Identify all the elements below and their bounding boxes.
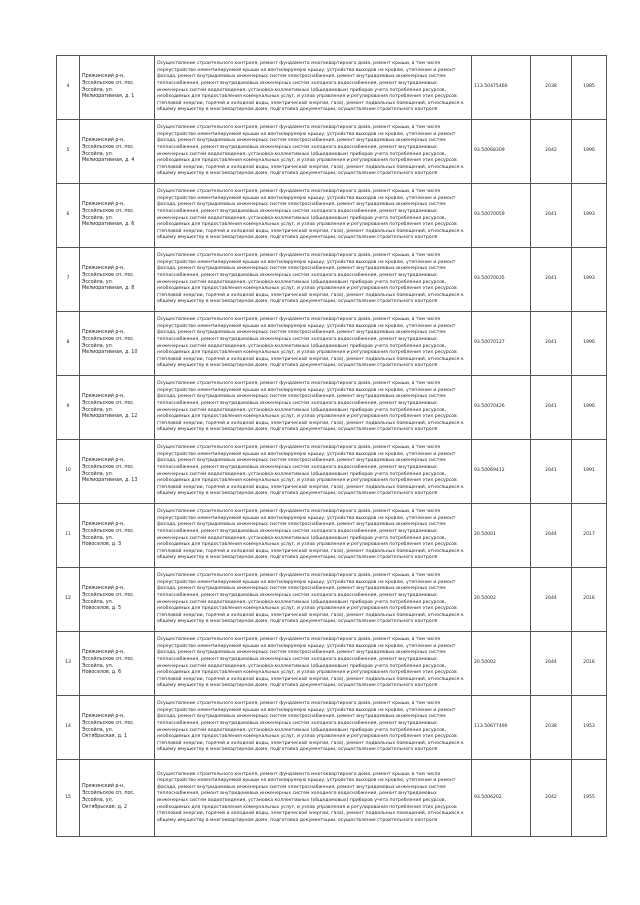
address-cell — [80, 568, 155, 632]
build-year-cell-text: 1990 — [583, 148, 595, 154]
address-cell — [80, 248, 155, 312]
cost-cell-text: 113.50475460 — [474, 84, 508, 90]
row-number-text: 4 — [66, 84, 70, 90]
build-year-cell — [572, 568, 607, 632]
works-description-cell-text: Осуществление строительного контроля, ремонт фундамента многоквартирного дома, ремонт крыши, в том числе переустройство невентилируемой крыши на вентилируемую крышу, устройство выходов на кровлю, утепление и ремонт фасада, ремонт внутридомовых инженерных систем электроснабжения, ремонт внутридомовых инженерных систем теплоснабжения, ремонт внутридомовых инженерных систем холодного водоснабжения, ремонт внутридомовых инженерных систем водоотведения, установка коллективных (общедомовых) приборов учета потребления ресурсов, необходимых для предоставления коммунальных услуг, и узлов управления и регулирования потребления этих ресурсов (тепловой энергии, горячей и холодной воды, электрической энергии, газа), ремонт подвальных помещений, относящихся к общему имуществу в многоквартирном доме, подготовка документации, осуществление строительного контроля — [157, 189, 464, 241]
planned-year-cell-text: 2041 — [545, 212, 557, 218]
build-year-cell — [572, 312, 607, 376]
table-row — [57, 184, 607, 248]
row-number — [57, 568, 80, 632]
row-number-text: 5 — [66, 148, 70, 154]
build-year-cell — [572, 440, 607, 504]
works-description-cell — [155, 120, 472, 184]
planned-year-cell-text: 2038 — [545, 724, 557, 730]
works-description-cell — [155, 248, 472, 312]
address-cell-text: Пряжинский р-н, Эссойльское сп, пос. Эссойла, ул. Мелиоративная, д. 1 — [82, 73, 135, 100]
works-description-cell-text: Осуществление строительного контроля, ремонт фундамента многоквартирного дома, ремонт крыши, в том числе переустройство невентилируемой крыши на вентилируемую крышу, устройство выходов на кровлю, утепление и ремонт фасада, ремонт внутридомовых инженерных систем электроснабжения, ремонт внутридомовых инженерных систем теплоснабжения, ремонт внутридомовых инженерных систем холодного водоснабжения, ремонт внутридомовых инженерных систем водоотведения, установка коллективных (общедомовых) приборов учета потребления ресурсов, необходимых для предоставления коммунальных услуг, и узлов управления и регулирования потребления этих ресурсов (тепловой энергии, горячей и холодной воды, электрической энергии, газа), ремонт подвальных помещений, относящихся к общему имуществу в многоквартирном доме, подготовка документации, осуществление строительного контроля — [157, 61, 464, 113]
address-cell — [80, 760, 155, 837]
planned-year-cell — [531, 248, 572, 312]
cost-cell — [472, 184, 531, 248]
row-number — [57, 312, 80, 376]
address-cell-text: Пряжинский р-н, Эссойльское сп, пос. Эссойла, ул. Новоселов, д. 5 — [82, 585, 135, 612]
row-number-text: 12 — [65, 596, 71, 602]
row-number — [57, 248, 80, 312]
works-description-cell-text: Осуществление строительного контроля, ремонт фундамента многоквартирного дома, ремонт крыши, в том числе переустройство невентилируемой крыши на вентилируемую крышу, устройство выходов на кровлю, утепление и ремонт фасада, ремонт внутридомовых инженерных систем электроснабжения, ремонт внутридомовых инженерных систем теплоснабжения, ремонт внутридомовых инженерных систем холодного водоснабжения, ремонт внутридомовых инженерных систем водоотведения, установка коллективных (общедомовых) приборов учета потребления ресурсов, необходимых для предоставления коммунальных услуг, и узлов управления и регулирования потребления этих ресурсов (тепловой энергии, горячей и холодной воды, электрической энергии, газа), ремонт подвальных помещений, относящихся к общему имуществу в многоквартирном доме, подготовка документации, осуществление строительного контроля — [157, 125, 464, 177]
row-number — [57, 504, 80, 568]
build-year-cell-text: 1993 — [583, 212, 595, 218]
works-description-cell — [155, 440, 472, 504]
table-row — [57, 312, 607, 376]
planned-year-cell-text: 2041 — [545, 404, 557, 410]
table-row — [57, 376, 607, 440]
works-description-cell — [155, 568, 472, 632]
cost-cell-text: 93.50070127 — [474, 340, 505, 346]
row-number-text: 15 — [65, 794, 71, 800]
works-table — [56, 55, 607, 837]
table-row — [57, 56, 607, 120]
cost-cell-text: 93.50069412 — [474, 468, 505, 474]
build-year-cell-text: 1990 — [583, 340, 595, 346]
address-cell-text: Пряжинский р-н, Эссойльское сп, пос. Эссойла, ул. Мелиоративная, д. 4 — [82, 137, 135, 164]
row-number-text: 9 — [66, 404, 70, 410]
works-description-cell — [155, 760, 472, 837]
table-row — [57, 632, 607, 696]
table-row — [57, 440, 607, 504]
planned-year-cell — [531, 440, 572, 504]
build-year-cell-text: 2017 — [583, 532, 595, 538]
table-row — [57, 760, 607, 837]
build-year-cell — [572, 376, 607, 440]
row-number — [57, 632, 80, 696]
works-description-cell — [155, 376, 472, 440]
cost-cell-text: 93.50070059 — [474, 212, 505, 218]
planned-year-cell-text: 2041 — [545, 340, 557, 346]
cost-cell — [472, 312, 531, 376]
cost-cell — [472, 568, 531, 632]
address-cell-text: Пряжинский р-н, Эссойльское сп, пос. Эссойла, ул. Мелиоративная, д. 6 — [82, 201, 135, 228]
row-number-text: 13 — [65, 660, 71, 666]
planned-year-cell — [531, 760, 572, 837]
build-year-cell — [572, 120, 607, 184]
cost-cell — [472, 440, 531, 504]
cost-cell-text: 20.50002 — [474, 660, 496, 666]
address-cell — [80, 632, 155, 696]
address-cell-text: Пряжинский р-н, Эссойльское сп, пос. Эссойла, ул. Мелиоративная, д. 13 — [82, 457, 138, 484]
cost-cell-text: 113.50677490 — [474, 724, 508, 730]
cost-cell — [472, 120, 531, 184]
row-number — [57, 120, 80, 184]
cost-cell — [472, 760, 531, 837]
planned-year-cell-text: 2042 — [545, 148, 557, 154]
row-number — [57, 760, 80, 837]
address-cell-text: Пряжинский р-н, Эссойльское сп, пос. Эссойла, ул. Новоселов, д. 3 — [82, 521, 135, 548]
planned-year-cell — [531, 56, 572, 120]
cost-cell — [472, 248, 531, 312]
cost-cell-text: 93.5006202 — [474, 794, 502, 800]
works-description-cell — [155, 696, 472, 760]
row-number-text: 6 — [66, 212, 70, 218]
cost-cell-text: 93.50070426 — [474, 404, 505, 410]
row-number-text: 10 — [65, 468, 71, 474]
row-number — [57, 440, 80, 504]
planned-year-cell — [531, 120, 572, 184]
planned-year-cell — [531, 184, 572, 248]
build-year-cell — [572, 248, 607, 312]
works-description-cell-text: Осуществление строительного контроля, ремонт фундамента многоквартирного дома, ремонт крыши, в том числе переустройство невентилируемой крыши на вентилируемую крышу, устройство выходов на кровлю, утепление и ремонт фасада, ремонт внутридомовых инженерных систем электроснабжения, ремонт внутридомовых инженерных систем теплоснабжения, ремонт внутридомовых инженерных систем холодного водоснабжения, ремонт внутридомовых инженерных систем водоотведения, установка коллективных (общедомовых) приборов учета потребления ресурсов, необходимых для предоставления коммунальных услуг, и узлов управления и регулирования потребления этих ресурсов (тепловой энергии, горячей и холодной воды, электрической энергии, газа), ремонт подвальных помещений, относящихся к общему имуществу в многоквартирном доме, подготовка документации, осуществление строительного контроля — [157, 509, 464, 561]
planned-year-cell — [531, 696, 572, 760]
build-year-cell — [572, 56, 607, 120]
works-description-cell-text: Осуществление строительного контроля, ремонт фундамента многоквартирного дома, ремонт крыши, в том числе переустройство невентилируемой крыши на вентилируемую крышу, устройство выходов на кровлю, утепление и ремонт фасада, ремонт внутридомовых инженерных систем электроснабжения, ремонт внутридомовых инженерных систем теплоснабжения, ремонт внутридомовых инженерных систем холодного водоснабжения, ремонт внутридомовых инженерных систем водоотведения, установка коллективных (общедомовых) приборов учета потребления ресурсов, необходимых для предоставления коммунальных услуг, и узлов управления и регулирования потребления этих ресурсов (тепловой энергии, горячей и холодной воды, электрической энергии, газа), ремонт подвальных помещений, относящихся к общему имуществу в многоквартирном доме, подготовка документации, осуществление строительного контроля — [157, 381, 464, 433]
works-description-cell-text: Осуществление строительного контроля, ремонт фундамента многоквартирного дома, ремонт крыши, в том числе переустройство невентилируемой крыши на вентилируемую крышу, устройство выходов на кровлю, утепление и ремонт фасада, ремонт внутридомовых инженерных систем электроснабжения, ремонт внутридомовых инженерных систем теплоснабжения, ремонт внутридомовых инженерных систем холодного водоснабжения, ремонт внутридомовых инженерных систем водоотведения, установка коллективных (общедомовых) приборов учета потребления ресурсов, необходимых для предоставления коммунальных услуг, и узлов управления и регулирования потребления этих ресурсов (тепловой энергии, горячей и холодной воды, электрической энергии, газа), ремонт подвальных помещений, относящихся к общему имуществу в многоквартирном доме, подготовка документации, осуществление строительного контроля — [157, 637, 464, 689]
cost-cell — [472, 696, 531, 760]
cost-cell-text: 20.50002 — [474, 596, 496, 602]
address-cell-text: Пряжинский р-н, Эссойльское сп, пос. Эссойла, ул. Октябрьская, д. 2 — [82, 784, 135, 810]
build-year-cell — [572, 504, 607, 568]
planned-year-cell-text: 2044 — [545, 660, 557, 666]
cost-cell-text: 93.50068309 — [474, 148, 505, 154]
planned-year-cell — [531, 632, 572, 696]
cost-cell — [472, 504, 531, 568]
address-cell — [80, 440, 155, 504]
row-number-text: 14 — [65, 724, 71, 730]
table-row — [57, 120, 607, 184]
planned-year-cell — [531, 568, 572, 632]
address-cell-text: Пряжинский р-н, Эссойльское сп, пос. Эссойла, ул. Мелиоративная, д. 10 — [82, 329, 138, 356]
build-year-cell — [572, 696, 607, 760]
cost-cell — [472, 632, 531, 696]
cost-cell — [472, 56, 531, 120]
address-cell — [80, 312, 155, 376]
build-year-cell — [572, 184, 607, 248]
table-row — [57, 696, 607, 760]
planned-year-cell-text: 2044 — [545, 596, 557, 602]
works-description-cell — [155, 504, 472, 568]
planned-year-cell-text: 2042 — [545, 794, 557, 800]
address-cell-text: Пряжинский р-н, Эссойльское сп, пос. Эссойла, ул. Октябрьская, д. 1 — [82, 713, 135, 740]
table-row — [57, 504, 607, 568]
build-year-cell-text: 1990 — [583, 404, 595, 410]
row-number-text: 11 — [65, 532, 71, 538]
build-year-cell-text: 1993 — [583, 276, 595, 282]
row-number — [57, 184, 80, 248]
planned-year-cell-text: 2038 — [545, 84, 557, 90]
address-cell — [80, 184, 155, 248]
build-year-cell — [572, 760, 607, 837]
build-year-cell-text: 1953 — [583, 724, 595, 730]
cost-cell-text: 20.50001 — [474, 532, 496, 538]
works-description-cell-text: Осуществление строительного контроля, ремонт фундамента многоквартирного дома, ремонт крыши, в том числе переустройство невентилируемой крыши на вентилируемую крышу, устройство выходов на кровлю, утепление и ремонт фасада, ремонт внутридомовых инженерных систем электроснабжения, ремонт внутридомовых инженерных систем теплоснабжения, ремонт внутридомовых инженерных систем холодного водоснабжения, ремонт внутридомовых инженерных систем водоотведения, установка коллективных (общедомовых) приборов учета потребления ресурсов, необходимых для предоставления коммунальных услуг, и узлов управления и регулирования потребления этих ресурсов (тепловой энергии, горячей и холодной воды, электрической энергии, газа), ремонт подвальных помещений, относящихся к общему имуществу в многоквартирном доме, подготовка документации, осуществление строительного контроля — [157, 445, 464, 497]
address-cell — [80, 56, 155, 120]
address-cell — [80, 504, 155, 568]
works-description-cell-text: Осуществление строительного контроля, ремонт фундамента многоквартирного дома, ремонт крыши, в том числе переустройство невентилируемой крыши на вентилируемую крышу, устройство выходов на кровлю, утепление и ремонт фасада, ремонт внутридомовых инженерных систем электроснабжения, ремонт внутридомовых инженерных систем теплоснабжения, ремонт внутридомовых инженерных систем холодного водоснабжения, ремонт внутридомовых инженерных систем водоотведения, установка коллективных (общедомовых) приборов учета потребления ресурсов, необходимых для предоставления коммунальных услуг, и узлов управления и регулирования потребления этих ресурсов (тепловой энергии, горячей и холодной воды, электрической энергии, газа), ремонт подвальных помещений, относящихся к общему имуществу в многоквартирном доме, подготовка документации, осуществление строительного контроля — [157, 253, 464, 305]
works-description-cell-text: Осуществление строительного контроля, ремонт фундамента многоквартирного дома, ремонт крыши, в том числе переустройство невентилируемой крыши на вентилируемую крышу, устройство выходов на кровлю, утепление и ремонт фасада, ремонт внутридомовых инженерных систем электроснабжения, ремонт внутридомовых инженерных систем теплоснабжения, ремонт внутридомовых инженерных систем холодного водоснабжения, ремонт внутридомовых инженерных систем водоотведения, установка коллективных (общедомовых) приборов учета потребления ресурсов, необходимых для предоставления коммунальных услуг, и узлов управления и регулирования потребления этих ресурсов (тепловой энергии, горячей и холодной воды, электрической энергии, газа), ремонт подвальных помещений, относящихся к общему имуществу в многоквартирном доме, подготовка документации, осуществление строительного контроля — [157, 573, 464, 625]
build-year-cell-text: 2016 — [583, 660, 595, 666]
table-row — [57, 568, 607, 632]
build-year-cell-text: 1955 — [583, 794, 595, 800]
address-cell — [80, 120, 155, 184]
table-row — [57, 248, 607, 312]
build-year-cell-text: 2016 — [583, 596, 595, 602]
address-cell-text: Пряжинский р-н, Эссойльское сп, пос. Эссойла, ул. Новоселов, д. 6 — [82, 649, 135, 676]
build-year-cell-text: 1985 — [583, 84, 595, 90]
row-number — [57, 696, 80, 760]
planned-year-cell — [531, 376, 572, 440]
address-cell-text: Пряжинский р-н, Эссойльское сп, пос. Эссойла, ул. Мелиоративная, д. 12 — [82, 393, 138, 420]
works-description-cell — [155, 56, 472, 120]
planned-year-cell — [531, 504, 572, 568]
planned-year-cell-text: 2041 — [545, 276, 557, 282]
works-description-cell — [155, 632, 472, 696]
build-year-cell-text: 1991 — [583, 468, 595, 474]
works-description-cell-text: Осуществление строительного контроля, ремонт фундамента многоквартирного дома, ремонт крыши, в том числе переустройство невентилируемой крыши на вентилируемую крышу, устройство выходов на кровлю, утепление и ремонт фасада, ремонт внутридомовых инженерных систем электроснабжения, ремонт внутридомовых инженерных систем теплоснабжения, ремонт внутридомовых инженерных систем холодного водоснабжения, ремонт внутридомовых инженерных систем водоотведения, установка коллективных (общедомовых) приборов учета потребления ресурсов, необходимых для предоставления коммунальных услуг, и узлов управления и регулирования потребления этих ресурсов (тепловой энергии, горячей и холодной воды, электрической энергии, газа), ремонт подвальных помещений, относящихся к общему имуществу в многоквартирном доме, подготовка документации, осуществление строительного контроля — [157, 317, 464, 369]
cost-cell-text: 93.50070035 — [474, 276, 505, 282]
works-description-cell-text: Осуществление строительного контроля, ремонт фундамента многоквартирного дома, ремонт крыши, в том числе переустройство невентилируемой крыши на вентилируемую крышу, устройство выходов на кровлю, утепление и ремонт фасада, ремонт внутридомовых инженерных систем электроснабжения, ремонт внутридомовых инженерных систем теплоснабжения, ремонт внутридомовых инженерных систем холодного водоснабжения, ремонт внутридомовых инженерных систем водоотведения, установка коллективных (общедомовых) приборов учета потребления ресурсов, необходимых для предоставления коммунальных услуг, и узлов управления и регулирования потребления этих ресурсов (тепловой энергии, горячей и холодной воды, электрической энергии, газа), ремонт подвальных помещений, относящихся к общему имуществу в многоквартирном доме, подготовка документации, осуществление строительного контроля — [157, 701, 464, 753]
planned-year-cell-text: 2044 — [545, 532, 557, 538]
row-number — [57, 56, 80, 120]
address-cell — [80, 696, 155, 760]
planned-year-cell — [531, 312, 572, 376]
works-description-cell — [155, 184, 472, 248]
cost-cell — [472, 376, 531, 440]
build-year-cell — [572, 632, 607, 696]
address-cell-text: Пряжинский р-н, Эссойльское сп, пос. Эссойла, ул. Мелиоративная, д. 8 — [82, 265, 135, 292]
works-description-cell — [155, 312, 472, 376]
works-table-body — [57, 56, 607, 837]
row-number-text: 7 — [66, 276, 70, 282]
works-description-cell-text: Осуществление строительного контроля, ремонт фундамента многоквартирного дома, ремонт крыши, в том числе переустройство невентилируемой крыши на вентилируемую крышу, устройство выходов на кровлю, утепление и ремонт фасада, ремонт внутридомовых инженерных систем электроснабжения, ремонт внутридомовых инженерных систем теплоснабжения, ремонт внутридомовых инженерных систем холодного водоснабжения, ремонт внутридомовых инженерных систем водоотведения, установка коллективных (общедомовых) приборов учета потребления ресурсов, необходимых для предоставления коммунальных услуг, и узлов управления и регулирования потребления этих ресурсов (тепловой энергии, горячей и холодной воды, электрической энергии, газа), ремонт подвальных помещений, относящихся к общему имуществу в многоквартирном доме, подготовка документации, осуществление строительного контроля — [157, 771, 464, 823]
planned-year-cell-text: 2041 — [545, 468, 557, 474]
row-number-text: 8 — [66, 340, 70, 346]
row-number — [57, 376, 80, 440]
address-cell — [80, 376, 155, 440]
